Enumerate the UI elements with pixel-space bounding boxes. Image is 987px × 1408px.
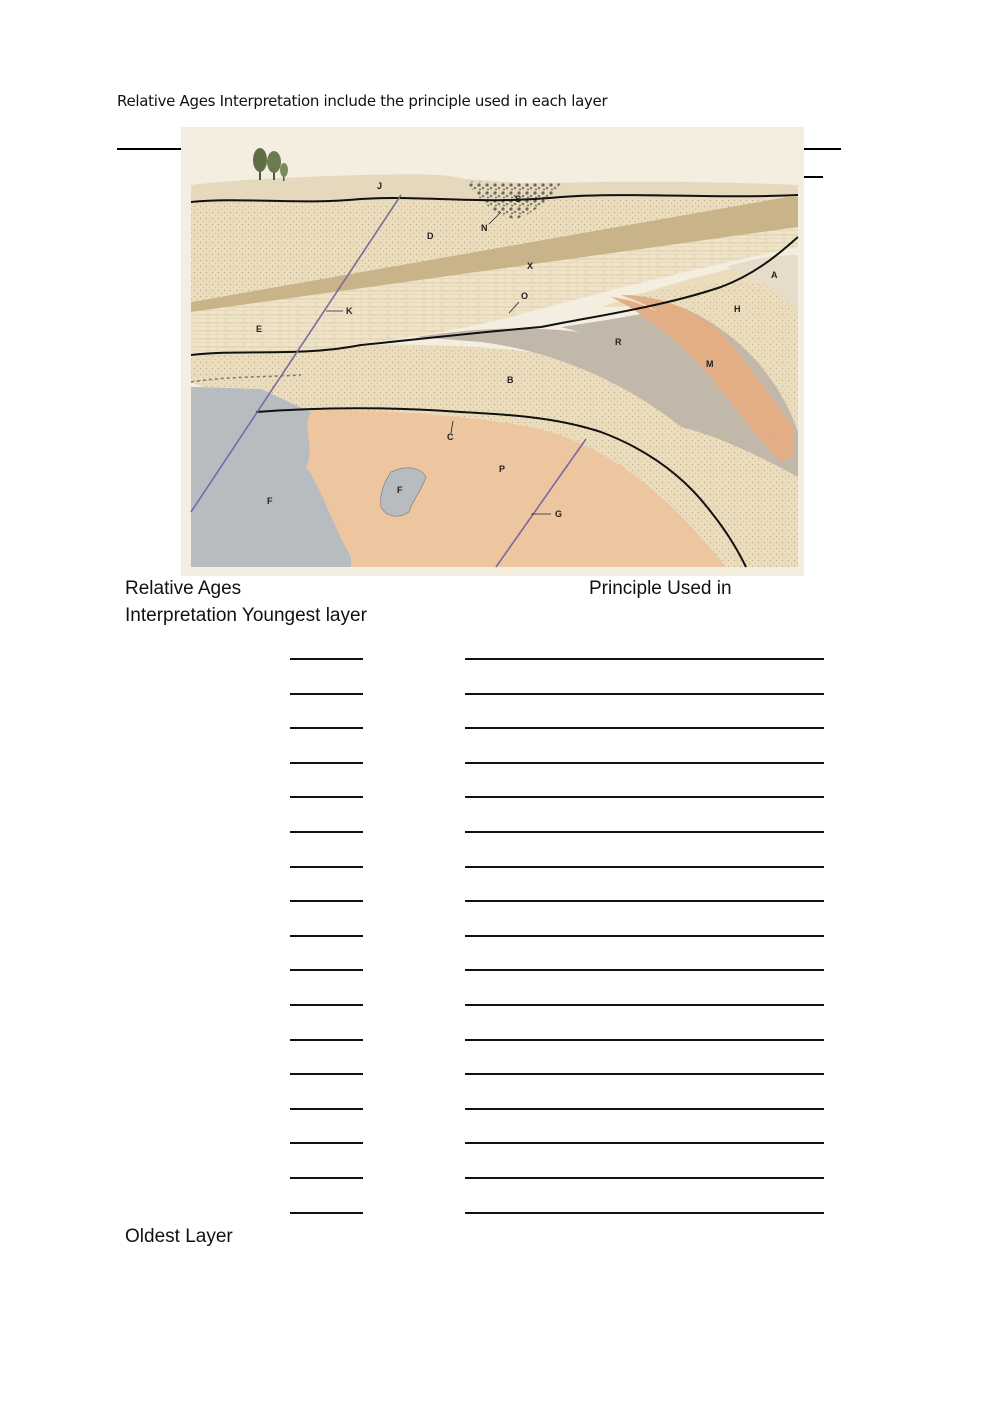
label-g: G bbox=[555, 509, 563, 519]
layer-answer-blank[interactable] bbox=[290, 693, 363, 695]
layer-answer-blank[interactable] bbox=[290, 1212, 363, 1214]
page-title: Relative Ages Interpretation include the principle used in each layer bbox=[117, 92, 608, 110]
layer-answer-blank[interactable] bbox=[290, 900, 363, 902]
principle-answer-blank[interactable] bbox=[465, 693, 824, 695]
relative-ages-text: Relative Ages bbox=[125, 578, 242, 599]
label-j: J bbox=[377, 181, 383, 191]
layer-answer-blank[interactable] bbox=[290, 1039, 363, 1041]
label-o: O bbox=[521, 291, 529, 301]
principle-answer-blank[interactable] bbox=[465, 866, 824, 868]
label-a: A bbox=[771, 270, 778, 280]
layer-answer-blank[interactable] bbox=[290, 762, 363, 764]
label-h: H bbox=[734, 304, 741, 314]
principle-answer-blank[interactable] bbox=[465, 935, 824, 937]
relative-ages-heading bbox=[125, 575, 367, 629]
geologic-cross-section bbox=[181, 127, 804, 576]
principle-answer-blank[interactable] bbox=[465, 727, 824, 729]
label-n: N bbox=[481, 223, 488, 233]
label-k: K bbox=[346, 306, 353, 316]
principle-answer-blank[interactable] bbox=[465, 1212, 824, 1214]
label-x: X bbox=[527, 261, 534, 271]
label-e: E bbox=[256, 324, 263, 334]
label-c: C bbox=[447, 432, 454, 442]
layer-answer-blank[interactable] bbox=[290, 727, 363, 729]
principle-answer-blank[interactable] bbox=[465, 762, 824, 764]
layer-answer-blank[interactable] bbox=[290, 1142, 363, 1144]
label-d: D bbox=[427, 231, 434, 241]
principle-heading: Principle Used in bbox=[589, 578, 732, 599]
label-s: S bbox=[515, 194, 522, 204]
principle-answer-blank[interactable] bbox=[465, 796, 824, 798]
principle-answer-blank[interactable] bbox=[465, 1073, 824, 1075]
layer-answer-blank[interactable] bbox=[290, 969, 363, 971]
label-f-xenolith: F bbox=[397, 485, 403, 495]
layer-answer-blank[interactable] bbox=[290, 796, 363, 798]
label-m: M bbox=[706, 359, 714, 369]
label-b: B bbox=[507, 375, 514, 385]
principle-answer-blank[interactable] bbox=[465, 831, 824, 833]
layer-answer-blank[interactable] bbox=[290, 1004, 363, 1006]
principle-answer-blank[interactable] bbox=[465, 1177, 824, 1179]
layer-answer-blank[interactable] bbox=[290, 1108, 363, 1110]
principle-answer-blank[interactable] bbox=[465, 900, 824, 902]
label-r: R bbox=[615, 337, 622, 347]
layer-answer-blank[interactable] bbox=[290, 1177, 363, 1179]
label-p: P bbox=[499, 464, 506, 474]
oldest-layer-text: Oldest Layer bbox=[125, 1226, 233, 1247]
layer-answer-blank[interactable] bbox=[290, 1073, 363, 1075]
layer-answer-blank[interactable] bbox=[290, 658, 363, 660]
layer-answer-blank[interactable] bbox=[290, 831, 363, 833]
layer-answer-blank[interactable] bbox=[290, 866, 363, 868]
principle-answer-blank[interactable] bbox=[465, 1039, 824, 1041]
label-f: F bbox=[267, 496, 273, 506]
interpretation-youngest-text: Interpretation Youngest layer bbox=[125, 605, 367, 626]
principle-answer-blank[interactable] bbox=[465, 1142, 824, 1144]
principle-answer-blank[interactable] bbox=[465, 1004, 824, 1006]
principle-answer-blank[interactable] bbox=[465, 658, 824, 660]
principle-answer-blank[interactable] bbox=[465, 969, 824, 971]
layer-answer-blank[interactable] bbox=[290, 935, 363, 937]
principle-answer-blank[interactable] bbox=[465, 1108, 824, 1110]
